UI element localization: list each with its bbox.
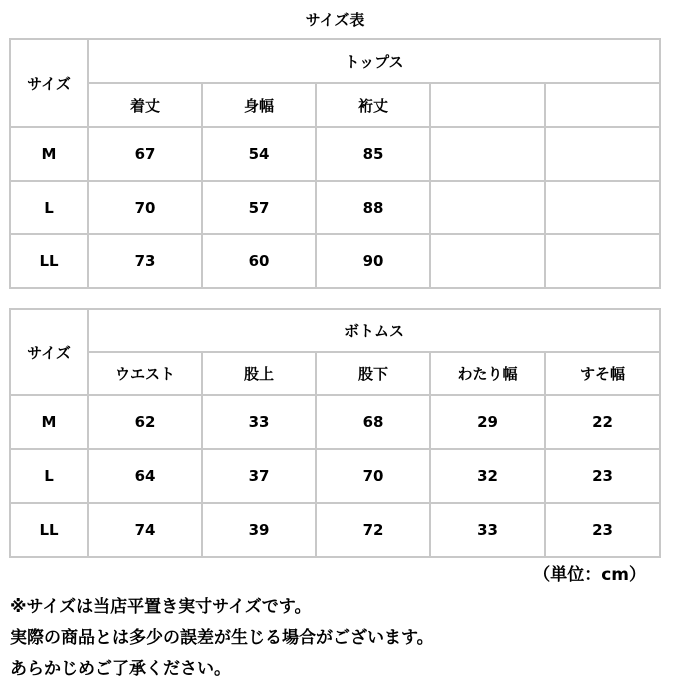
column-header: 股上 [202,352,316,395]
value-cell: 85 [316,127,430,181]
value-cell: 67 [88,127,202,181]
value-cell: 57 [202,181,316,234]
notes [10,592,434,685]
size-header: サイズ [10,39,88,127]
value-cell: 90 [316,234,430,288]
value-cell: 37 [202,449,316,503]
column-header: わたり幅 [430,352,545,395]
category-header: ボトムス [88,309,660,352]
column-header: ウエスト [88,352,202,395]
value-cell: 23 [545,449,660,503]
unit-label: （単位：cm） [533,565,646,585]
size-header: サイズ [10,309,88,395]
page-title: サイズ表 [305,11,365,29]
value-cell: 60 [202,234,316,288]
note-line: ※サイズは当店平置き実寸サイズです。 [10,597,312,617]
value-cell: 64 [88,449,202,503]
size-cell: L [10,181,88,234]
table-row [10,395,660,449]
value-cell: 88 [316,181,430,234]
value-cell: 39 [202,503,316,557]
table-row [10,449,660,503]
value-cell: 68 [316,395,430,449]
bottoms-size-table [9,308,661,558]
value-cell [545,234,660,288]
column-header: すそ幅 [545,352,660,395]
value-cell [430,234,545,288]
column-header [430,83,545,127]
value-cell: 73 [88,234,202,288]
value-cell: 70 [316,449,430,503]
column-header: 着丈 [88,83,202,127]
value-cell: 33 [202,395,316,449]
column-header: 身幅 [202,83,316,127]
table-row [10,234,660,288]
size-cell: LL [10,503,88,557]
size-cell: M [10,395,88,449]
value-cell: 22 [545,395,660,449]
tops-size-table [9,38,661,289]
value-cell [430,181,545,234]
value-cell: 62 [88,395,202,449]
category-header: トップス [88,39,660,83]
column-header: 裄丈 [316,83,430,127]
value-cell [545,181,660,234]
value-cell: 33 [430,503,545,557]
value-cell [430,127,545,181]
column-header [545,83,660,127]
note-line: あらかじめご了承ください。 [10,659,231,679]
value-cell: 70 [88,181,202,234]
value-cell: 29 [430,395,545,449]
value-cell: 54 [202,127,316,181]
value-cell: 23 [545,503,660,557]
size-cell: M [10,127,88,181]
value-cell: 32 [430,449,545,503]
value-cell: 74 [88,503,202,557]
value-cell [545,127,660,181]
size-cell: LL [10,234,88,288]
column-header: 股下 [316,352,430,395]
value-cell: 72 [316,503,430,557]
size-cell: L [10,449,88,503]
note-line: 実際の商品とは多少の誤差が生じる場合がございます。 [10,628,434,648]
table-row [10,181,660,234]
table-row [10,127,660,181]
table-row [10,503,660,557]
